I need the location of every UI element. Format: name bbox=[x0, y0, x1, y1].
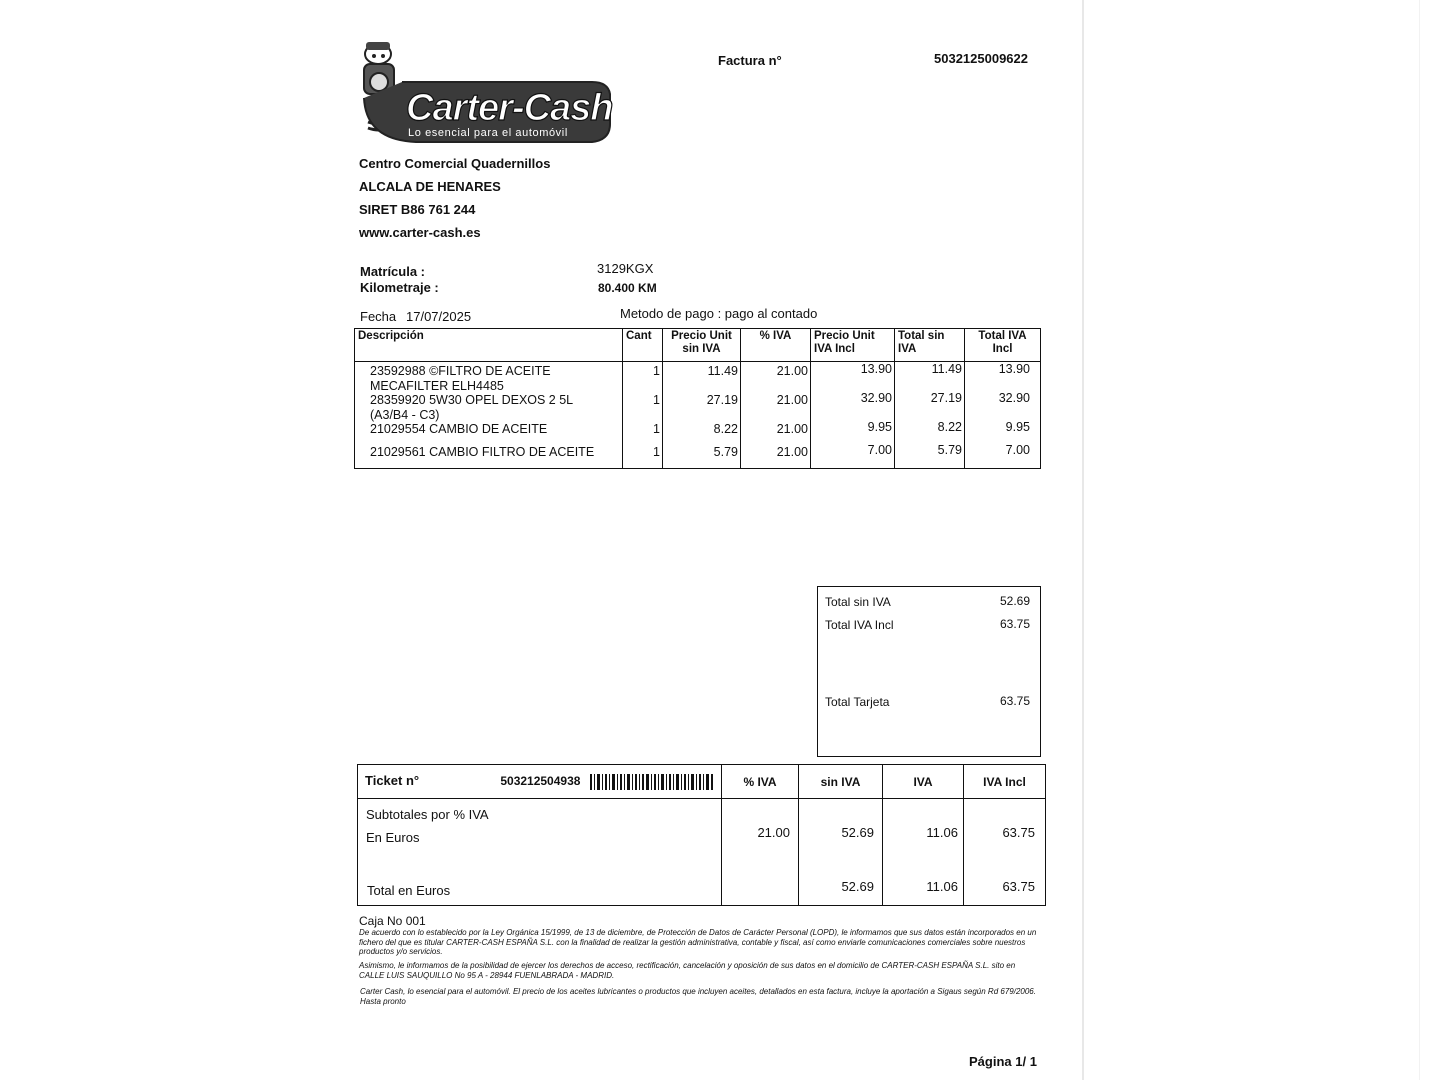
line-vat: 21.00 bbox=[776, 422, 808, 436]
unit-inc-cell bbox=[811, 362, 895, 469]
carter-cash-logo bbox=[356, 38, 614, 150]
vat-header-row bbox=[358, 765, 1046, 799]
barcode-icon bbox=[590, 774, 714, 790]
legal-text: Carter Cash, lo esencial para el automóvil. El precio de los aceites lubricantes o productos que incluyen aceites, detallados en esta factura, incluye la aportación a Sigaus según Rd 679/2006. Hasta pronto bbox=[360, 987, 1036, 1006]
vat-rate-cell bbox=[722, 799, 799, 906]
totals-box bbox=[817, 586, 1041, 757]
vat-amount-cell bbox=[883, 799, 964, 906]
vat-col-header: sin IVA bbox=[799, 765, 883, 799]
tot-inc: 63.75 bbox=[1002, 879, 1035, 894]
vat-ex-cell bbox=[799, 799, 883, 906]
line-vat: 21.00 bbox=[776, 364, 808, 378]
table-body bbox=[355, 362, 1041, 469]
line-desc: 21029561 CAMBIO FILTRO DE ACEITE bbox=[370, 444, 595, 459]
line-total-inc: 7.00 bbox=[1005, 442, 1030, 457]
line-qty: 1 bbox=[653, 444, 660, 459]
vat-summary-table bbox=[357, 764, 1046, 906]
vat-col-header: IVA Incl bbox=[964, 765, 1046, 799]
total-ex-label: Total sin IVA bbox=[825, 595, 891, 609]
scan-edge-line bbox=[1419, 0, 1420, 1080]
line-desc: (A3/B4 - C3) bbox=[370, 407, 440, 422]
line-total-inc: 13.90 bbox=[998, 362, 1030, 376]
line-total-ex: 11.49 bbox=[931, 362, 962, 376]
vat-label-cell bbox=[358, 799, 722, 906]
line-desc: 21029554 CAMBIO DE ACEITE bbox=[370, 422, 548, 436]
euros-label: En Euros bbox=[366, 830, 420, 845]
vat-col-header: % IVA bbox=[722, 765, 799, 799]
col-header: Cant bbox=[623, 329, 663, 362]
col-header: Precio Unit IVA Incl bbox=[811, 329, 895, 362]
line-desc: 28359920 5W30 OPEL DEXOS 2 5L bbox=[370, 393, 574, 407]
total-ex-cell bbox=[895, 362, 965, 469]
desc-cell bbox=[355, 362, 623, 469]
total-card-value: 63.75 bbox=[999, 694, 1030, 708]
col-header: Total sin IVA bbox=[895, 329, 965, 362]
line-unit-ex: 11.49 bbox=[707, 364, 738, 378]
line-vat: 21.00 bbox=[776, 444, 808, 459]
total-card-label: Total Tarjeta bbox=[825, 695, 890, 709]
register-label: Caja No 001 bbox=[359, 914, 426, 928]
scan-edge-line bbox=[1082, 0, 1084, 1080]
ticket-cell bbox=[358, 765, 722, 799]
line-unit-inc: 32.90 bbox=[860, 391, 892, 405]
page-number: Página 1/ 1 bbox=[969, 1054, 1037, 1069]
date-value: 17/07/2025 bbox=[406, 309, 472, 324]
km-value: 80.400 KM bbox=[598, 281, 657, 295]
company-city: ALCALA DE HENARES bbox=[359, 179, 501, 194]
plate-value: 3129KGX bbox=[597, 261, 654, 276]
col-header: % IVA bbox=[741, 329, 811, 362]
sub-vat: 11.06 bbox=[926, 825, 958, 840]
subtotal-label: Subtotales por % IVA bbox=[366, 807, 489, 822]
company-info bbox=[359, 152, 550, 244]
line-qty: 1 bbox=[653, 393, 660, 407]
line-unit-ex: 27.19 bbox=[706, 393, 738, 407]
km-label: Kilometraje : bbox=[360, 280, 439, 295]
vat-body-row bbox=[358, 799, 1046, 906]
total-euros-label: Total en Euros bbox=[367, 883, 451, 898]
line-qty: 1 bbox=[653, 364, 660, 378]
line-unit-inc: 7.00 bbox=[867, 442, 892, 457]
col-header: Total IVA Incl bbox=[965, 329, 1041, 362]
line-total-ex: 27.19 bbox=[930, 391, 962, 405]
line-total-inc: 9.95 bbox=[1005, 420, 1030, 434]
line-total-inc: 32.90 bbox=[998, 391, 1030, 405]
invoice-label: Factura n° bbox=[718, 53, 782, 68]
vat-col-header: IVA bbox=[883, 765, 964, 799]
invoice-lines-table bbox=[354, 328, 1041, 469]
line-unit-ex: 5.79 bbox=[713, 444, 738, 459]
sub-rate: 21.00 bbox=[757, 825, 790, 840]
total-inc-label: Total IVA Incl bbox=[825, 618, 894, 632]
date-label: Fecha bbox=[360, 309, 397, 324]
ticket-number: 503212504938 bbox=[500, 774, 581, 789]
col-header: Precio Unit sin IVA bbox=[663, 329, 741, 362]
tot-vat: 11.06 bbox=[926, 879, 958, 894]
unit-ex-cell bbox=[663, 362, 741, 469]
col-header: Descripción bbox=[355, 329, 623, 362]
total-inc-cell bbox=[965, 362, 1041, 469]
invoice-number: 5032125009622 bbox=[934, 51, 1028, 66]
line-total-ex: 5.79 bbox=[937, 442, 962, 457]
legal-text: Asimismo, le informamos de la posibilidad de ejercer los derechos de acceso, rectificación, cancelación y oposición de sus datos en el domicilio de CARTER-CASH ESPAÑA S.L. sito en CALLE LUIS SAUQUILLO No 95 A - 28944 FUENLABRADA - MADRID. bbox=[359, 961, 1016, 980]
logo-text: Carter-Cash bbox=[406, 87, 613, 129]
line-unit-ex: 8.22 bbox=[713, 422, 738, 436]
line-desc: MECAFILTER ELH4485 bbox=[370, 378, 504, 393]
line-qty: 1 bbox=[653, 422, 660, 436]
line-unit-inc: 13.90 bbox=[860, 362, 892, 376]
ticket-label: Ticket n° bbox=[365, 773, 420, 789]
total-inc-value: 63.75 bbox=[999, 617, 1030, 631]
company-name: Centro Comercial Quadernillos bbox=[359, 156, 551, 171]
qty-cell bbox=[623, 362, 663, 469]
line-total-ex: 8.22 bbox=[937, 420, 962, 434]
sub-ex: 52.69 bbox=[841, 825, 874, 840]
total-ex-value: 52.69 bbox=[999, 594, 1030, 608]
line-vat: 21.00 bbox=[776, 393, 808, 407]
sub-inc: 63.75 bbox=[1002, 825, 1035, 840]
legal-text: De acuerdo con lo establecido por la Ley Orgánica 15/1999, de 13 de diciembre, de Protección de Datos de Carácter Personal (LOPD), le informamos que sus datos están incorporados en un fichero del que es titular CARTER-CASH ESPAÑA S.L. con la finalidad de realizar la gestión administrativa, contable y fiscal, así como enviarle comunicaciones comerciales sobre nuestros productos y/o servicios. bbox=[359, 928, 1037, 956]
line-desc: 23592988 ©FILTRO DE ACEITE bbox=[370, 364, 551, 378]
payment-method: Metodo de pago : pago al contado bbox=[620, 306, 818, 321]
logo-tagline: Lo esencial para el automóvil bbox=[408, 127, 568, 139]
company-website: www.carter-cash.es bbox=[359, 225, 481, 240]
company-siret: SIRET B86 761 244 bbox=[359, 202, 476, 217]
line-unit-inc: 9.95 bbox=[867, 420, 892, 434]
vat-cell bbox=[741, 362, 811, 469]
table-header-row bbox=[355, 329, 1041, 362]
vat-inc-cell bbox=[964, 799, 1046, 906]
tot-ex: 52.69 bbox=[841, 879, 874, 894]
plate-label: Matrícula : bbox=[360, 264, 426, 279]
